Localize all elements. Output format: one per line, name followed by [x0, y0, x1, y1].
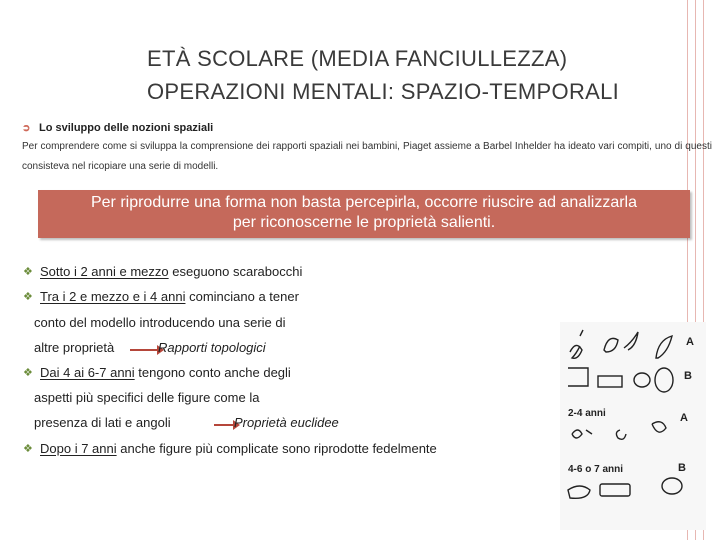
- children-drawings-figure: [560, 322, 706, 530]
- row-label-a: A: [686, 336, 694, 348]
- scribble-shape: [570, 345, 582, 358]
- bullet-2: [40, 289, 299, 304]
- bullet-3-text: tengono conto anche degli: [134, 365, 291, 380]
- subtitle-text: Lo sviluppo delle nozioni spaziali: [39, 122, 214, 134]
- slide-title: [147, 42, 619, 108]
- oval-shape: [655, 368, 673, 392]
- drawings-svg: [560, 322, 706, 530]
- bullet-3-age: Dai 4 ai 6-7 anni: [40, 365, 135, 380]
- bullet-4-text: anche figure più complicate sono riprodotte fedelmente: [116, 441, 437, 456]
- bullet-1: [40, 264, 302, 279]
- oval-shape: [662, 478, 682, 494]
- age-label-2-4: 2-4 anni: [568, 408, 606, 419]
- rect-shape: [598, 376, 622, 387]
- diamond-bullet-icon: ❖: [23, 443, 33, 455]
- bullet-1-age: Sotto i 2 anni e mezzo: [40, 264, 169, 279]
- bullet-2-cont-1: conto del modello introducendo una serie di: [34, 315, 286, 330]
- circle-bullet-icon: ➲: [22, 123, 31, 134]
- rect-shape: [600, 484, 630, 496]
- arrow-label-topologici: Rapporti topologici: [158, 340, 266, 355]
- row-label-a: A: [680, 412, 688, 424]
- bullet-3: [40, 365, 291, 380]
- scribble-shape: [616, 430, 626, 439]
- banner-line-2: per riconoscerne le proprietà salienti.: [232, 214, 496, 231]
- bullet-2-cont-2: altre proprietà: [34, 340, 115, 355]
- scribble-shape: [604, 338, 618, 352]
- scribble-shape: [572, 430, 592, 438]
- arrow-icon: [130, 349, 158, 351]
- bullet-3-cont-2: presenza di lati e angoli: [34, 415, 171, 430]
- title-line-2: OPERAZIONI MENTALI: SPAZIO-TEMPORALI: [147, 79, 620, 104]
- scribble-shape: [652, 422, 666, 432]
- scribble-shape: [624, 332, 638, 350]
- bullet-1-text: eseguono scarabocchi: [168, 264, 303, 279]
- age-label-4-7: 4-6 o 7 anni: [568, 464, 624, 475]
- bullet-4-age: Dopo i 7 anni: [40, 441, 117, 456]
- rect-shape: [568, 368, 588, 386]
- arrow-label-euclidee: Proprietà euclidee: [234, 415, 339, 430]
- arrow-icon: [214, 424, 234, 426]
- scribble-shape: [656, 336, 672, 358]
- oval-shape: [634, 373, 650, 387]
- bullet-2-age: Tra i 2 e mezzo e i 4 anni: [40, 289, 186, 304]
- intro-paragraph: Per comprendere come si sviluppa la comprensione dei rapporti spaziali nei bambini, Piaget assieme a Barbel Inhelder ha ideato vari compiti, uno di questi consisteva nel ricopiare una serie di modelli.: [22, 141, 712, 172]
- bullet-4: [40, 441, 437, 456]
- highlight-banner: [38, 190, 690, 238]
- title-line-1: ETÀ SCOLARE (MEDIA FANCIULLEZZA): [147, 46, 568, 71]
- banner-line-1: Per riprodurre una forma non basta percepirla, occorre riuscire ad analizzarla: [90, 194, 638, 211]
- oval-shape: [568, 486, 590, 498]
- row-label-b: B: [678, 462, 686, 474]
- row-label-b: B: [684, 370, 692, 382]
- bullet-3-cont-1: aspetti più specifici delle figure come la: [34, 390, 260, 405]
- diamond-bullet-icon: ❖: [23, 367, 33, 379]
- diamond-bullet-icon: ❖: [23, 291, 33, 303]
- scribble-shape: [580, 330, 583, 336]
- diamond-bullet-icon: ❖: [23, 266, 33, 278]
- bullet-2-text: cominciano a tener: [185, 289, 299, 304]
